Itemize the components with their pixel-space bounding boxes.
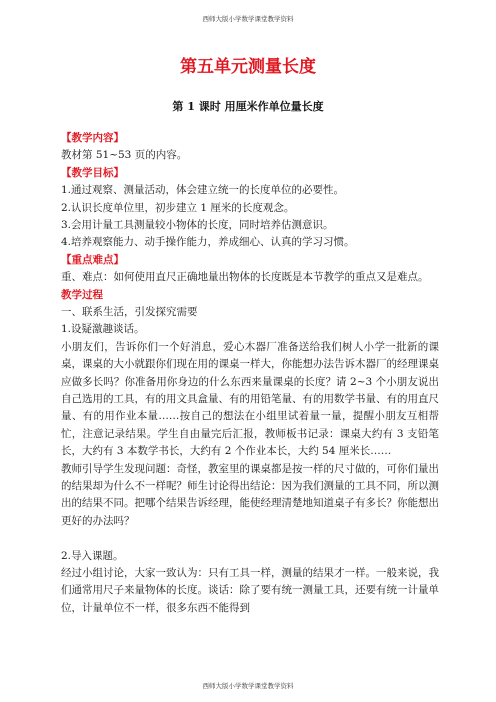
lesson-title: 第 1 课时 用厘米作单位量长度 — [172, 100, 324, 113]
goal-item: 1.通过观察、测量活动，体会建立统一的长度单位的必要性。 — [61, 184, 345, 197]
section-head-goals: 【教学目标】 — [61, 166, 124, 179]
step-heading: 一、联系生活，引发探究需要 — [61, 305, 198, 318]
document-body — [61, 130, 439, 617]
paragraph: 经过小组讨论，大家一致认为：只有工具一样，测量的结果才一样。一般来说，我们通常用尺子来量物体的长度。谈话：除了要有统一测量工具，还要有统一计量单位，计量单位不一样，很多东西不能得到 — [61, 566, 439, 614]
section-head-key: 【重点难点】 — [61, 253, 124, 266]
paragraph: 教师引导学生发现问题：奇怪，教室里的课桌都是按一样的尺寸做的，可你们量出的结果却为什么不一样呢？师生讨论得出结论：因为我们测量的工具不同，所以测出的结果不同。把哪个结果告诉经理，能使经理清楚地知道桌子有多长？你能想出更好的办法吗？ — [61, 462, 439, 527]
content-text: 教材第 51~53 页的内容。 — [61, 149, 188, 162]
step-subheading: 1.设疑激趣谈话。 — [61, 323, 145, 336]
goal-item: 4.培养观察能力、动手操作能力，养成细心、认真的学习习惯。 — [61, 236, 355, 249]
section-head-process: 教学过程 — [61, 288, 103, 301]
goal-item: 2.认识长度单位里，初步建立 1 厘米的长度观念。 — [61, 201, 295, 214]
section-head-content: 【教学内容】 — [61, 132, 124, 144]
goal-item: 3.会用计量工具测量较小物体的长度，同时培养估测意识。 — [61, 218, 334, 231]
paragraph: 小朋友们，告诉你们一个好消息，爱心木器厂准备送给我们树人小学一批新的课桌，课桌的大小就跟你们现在用的课桌一样大，你能想办法告诉木器厂的经理课桌应做多长吗？你准备用你身边的什么东西来量课桌的长度？请 2~3 个小朋友说出自己选用的工具，有的用文具盒量、有的用铅笔量、有的用数学书量、有的用直尺量、有的用作业本量……按自己的想法在小组里试着量一量，提醒小朋友互相帮忙，注意记录结果。学生自由量完后汇报，教师板书记录：课桌大约有 3 支铅笔长，大约有 3 本数学书长，大约有 2 个作业本长，大约 54 厘米长…… — [61, 340, 439, 458]
step-subheading: 2.导入课题。 — [61, 549, 124, 562]
page-footer: 西师大版小学数学课堂教学资料 — [202, 682, 294, 690]
unit-title: 第五单元测量长度 — [180, 57, 316, 77]
page-header: 西师大版小学数学课堂教学资料 — [202, 15, 294, 23]
key-text: 重、难点：如何使用直尺正确地量出物体的长度既是本节教学的重点又是难点。 — [61, 271, 429, 284]
spacer — [61, 530, 439, 547]
